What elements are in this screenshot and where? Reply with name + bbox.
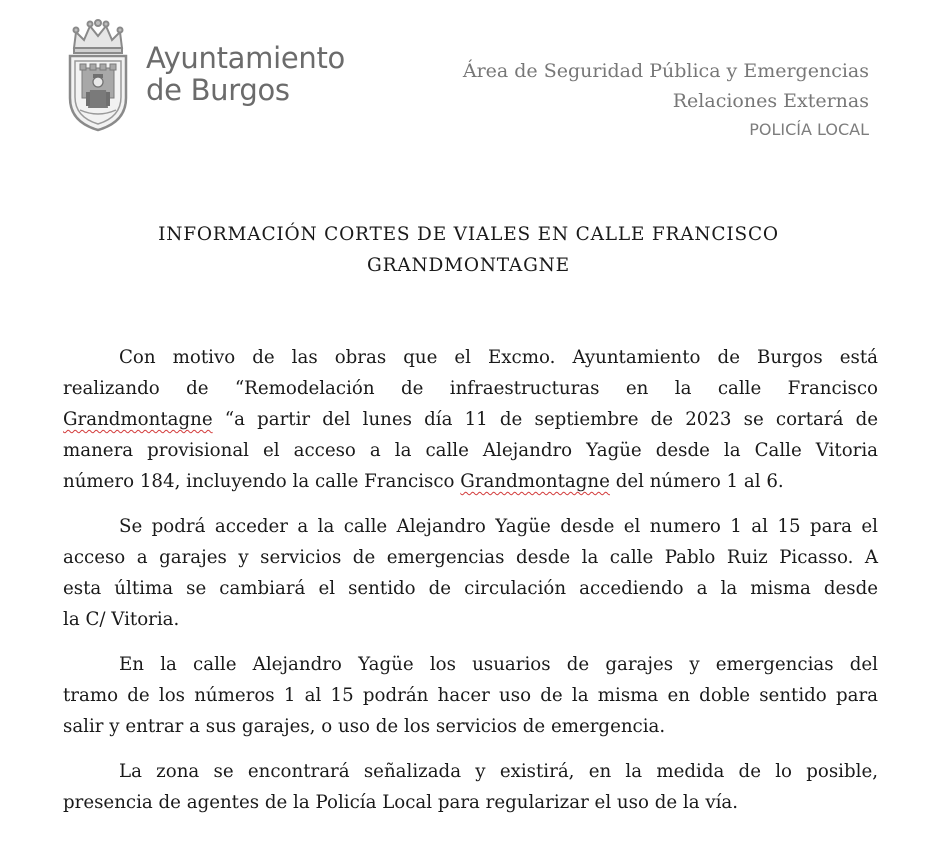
paragraph-line: salir y entrar a sus garajes, o uso de los servicios de emergencia.	[63, 716, 666, 737]
paragraph-line: La zona se encontrará señalizada y existirá, en la medida de lo posible,	[119, 761, 878, 782]
paragraph-2	[63, 511, 878, 635]
paragraph-1	[63, 342, 878, 497]
org-name-line1: Ayuntamiento	[146, 41, 345, 75]
paragraph-line: tramo de los números 1 al 15 podrán hacer uso de la misma en doble sentido para	[63, 685, 878, 706]
department-unit: POLICÍA LOCAL	[749, 120, 869, 139]
org-name-line2: de Burgos	[146, 73, 290, 107]
paragraph-line: esta última se cambiará el sentido de circulación accediendo a la misma desde	[63, 578, 878, 599]
department-block	[463, 56, 869, 144]
paragraph-line: realizando de “Remodelación de infraestructuras en la calle Francisco	[63, 378, 878, 399]
organization-name	[146, 42, 345, 106]
paragraph-line: Con motivo de las obras que el Excmo. Ayuntamiento de Burgos está	[119, 347, 878, 368]
text-run: número 184, incluyendo la calle Francisco	[63, 471, 461, 492]
burgos-coat-of-arms-logo	[66, 18, 130, 132]
paragraph-line: En la calle Alejandro Yagüe los usuarios de garajes y emergencias del	[119, 654, 878, 675]
text-run: del número 1 al 6.	[609, 471, 784, 492]
text-run: “a partir del lunes día 11 de septiembre de 2023 se cortará de	[212, 409, 878, 430]
department-area: Área de Seguridad Pública y Emergencias	[462, 60, 869, 82]
paragraph-line	[63, 466, 878, 497]
title-line2: GRANDMONTAGNE	[367, 255, 570, 276]
paragraph-4	[63, 756, 878, 818]
paragraph-line: manera provisional el acceso a la calle Alejandro Yagüe desde la Calle Vitoria	[63, 440, 878, 461]
spellcheck-underlined-word: Grandmontagne	[460, 471, 610, 492]
department-section: Relaciones Externas	[672, 90, 869, 112]
document-title	[100, 219, 837, 281]
paragraph-line	[63, 404, 878, 435]
paragraph-line: presencia de agentes de la Policía Local para regularizar el uso de la vía.	[63, 792, 739, 813]
paragraph-3	[63, 649, 878, 742]
title-line1: INFORMACIÓN CORTES DE VIALES EN CALLE FRANCISCO	[158, 224, 779, 245]
paragraph-line: acceso a garajes y servicios de emergencias desde la calle Pablo Ruiz Picasso. A	[63, 547, 878, 568]
spellcheck-underlined-word: Grandmontagne	[63, 409, 213, 430]
paragraph-line: Se podrá acceder a la calle Alejandro Yagüe desde el numero 1 al 15 para el	[119, 516, 878, 537]
paragraph-line: la C/ Vitoria.	[63, 609, 180, 630]
document-body	[63, 342, 878, 832]
